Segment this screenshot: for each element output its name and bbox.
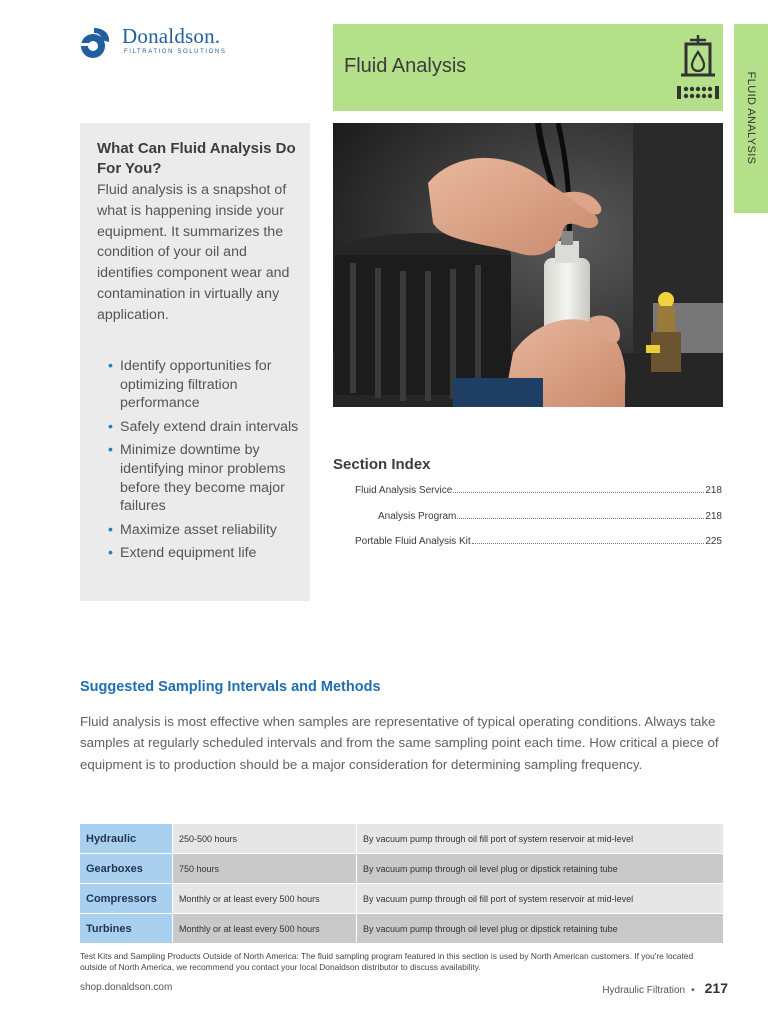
section-index-title: Section Index	[333, 456, 431, 473]
method-cell: By vacuum pump through oil fill port of system reservoir at mid-level	[356, 884, 723, 914]
donaldson-logo[interactable]	[80, 24, 260, 64]
table-row	[80, 854, 723, 884]
page-title: Fluid Analysis	[344, 55, 467, 77]
index-entry-label: Analysis Program	[378, 511, 457, 522]
method-cell: By vacuum pump through oil level plug or dipstick retaining tube	[356, 854, 723, 884]
bullet-icon: •	[108, 442, 113, 459]
sampling-body: Fluid analysis is most effective when samples are representative of typical operating conditions. Always take samples at regularly scheduled intervals and from the same sampling point each time. How critical a piece of equipment is to production should be a major consideration for determining sampling frequency.	[80, 714, 719, 772]
list-item: • Minimize downtime by identifying minor problems before they become major failures	[108, 442, 286, 515]
footer-page-info	[602, 980, 728, 996]
info-box	[80, 123, 310, 601]
equipment-cell: Turbines	[80, 914, 172, 944]
bullet-icon: •	[108, 358, 113, 374]
side-tab-label: FLUID ANALYSIS	[745, 71, 757, 165]
list-item: • Maximize asset reliability	[108, 521, 277, 538]
index-entry[interactable]	[355, 533, 722, 547]
leader-dots	[472, 543, 705, 544]
info-body: Fluid analysis is a snapshot of what is happening inside your equipment. It summarizes the condition of your oil and identifies component wear and contamination in virtually any application.	[97, 182, 290, 323]
leader-dots	[457, 518, 704, 519]
brand-tagline: FILTRATION SOLUTIONS	[124, 49, 227, 55]
equipment-cell: Compressors	[80, 884, 172, 914]
interval-cell: Monthly or at least every 500 hours	[172, 884, 356, 914]
method-cell: By vacuum pump through oil level plug or dipstick retaining tube	[356, 914, 723, 944]
fluid-sampling-photo	[333, 123, 723, 407]
index-entry-page: 225	[705, 536, 722, 547]
section-header	[333, 24, 723, 111]
leader-dots	[453, 492, 704, 493]
interval-cell: Monthly or at least every 500 hours	[172, 914, 356, 944]
list-item: • Identify opportunities for optimizing filtration performance	[108, 358, 272, 412]
equipment-cell: Gearboxes	[80, 854, 172, 884]
table-row	[80, 914, 723, 944]
donaldson-logo-icon	[80, 26, 110, 60]
brand-name: Donaldson.	[122, 24, 221, 48]
index-entry[interactable]	[355, 482, 722, 496]
index-entry-page: 218	[705, 485, 722, 496]
footnote: Test Kits and Sampling Products Outside of North America: The fluid sampling program featured in this section is used by North American customers. If you're located outside of North America, we recommend you contact your local Donaldson distributor to discuss availability.	[80, 951, 694, 972]
interval-cell: 250-500 hours	[172, 824, 356, 854]
index-entry[interactable]	[378, 508, 722, 522]
bullet-icon: •	[108, 418, 113, 435]
interval-cell: 750 hours	[172, 854, 356, 884]
index-entry-page: 218	[705, 511, 722, 522]
method-cell: By vacuum pump through oil fill port of system reservoir at mid-level	[356, 824, 723, 854]
list-item: • Extend equipment life	[108, 545, 257, 562]
footer-separator: •	[691, 985, 695, 996]
fluid-sample-icon	[676, 35, 720, 101]
page-number: 217	[704, 980, 728, 996]
sampling-heading: Suggested Sampling Intervals and Methods	[80, 679, 381, 695]
info-heading: What Can Fluid Analysis Do For You?	[97, 140, 296, 177]
index-entry-label: Fluid Analysis Service	[355, 485, 453, 496]
index-entry-label: Portable Fluid Analysis Kit	[355, 536, 471, 547]
sampling-table	[80, 824, 723, 944]
footer-section: Hydraulic Filtration	[602, 985, 686, 996]
equipment-cell: Hydraulic	[80, 824, 172, 854]
footer-link[interactable]: shop.donaldson.com	[80, 982, 173, 993]
table-row	[80, 884, 723, 914]
benefit-list	[108, 357, 304, 568]
table-row	[80, 824, 723, 854]
bullet-icon: •	[108, 545, 113, 562]
photo-illustration	[333, 123, 723, 407]
list-item: • Safely extend drain intervals	[108, 418, 299, 435]
bullet-icon: •	[108, 521, 113, 538]
section-side-tab[interactable]	[734, 24, 768, 213]
